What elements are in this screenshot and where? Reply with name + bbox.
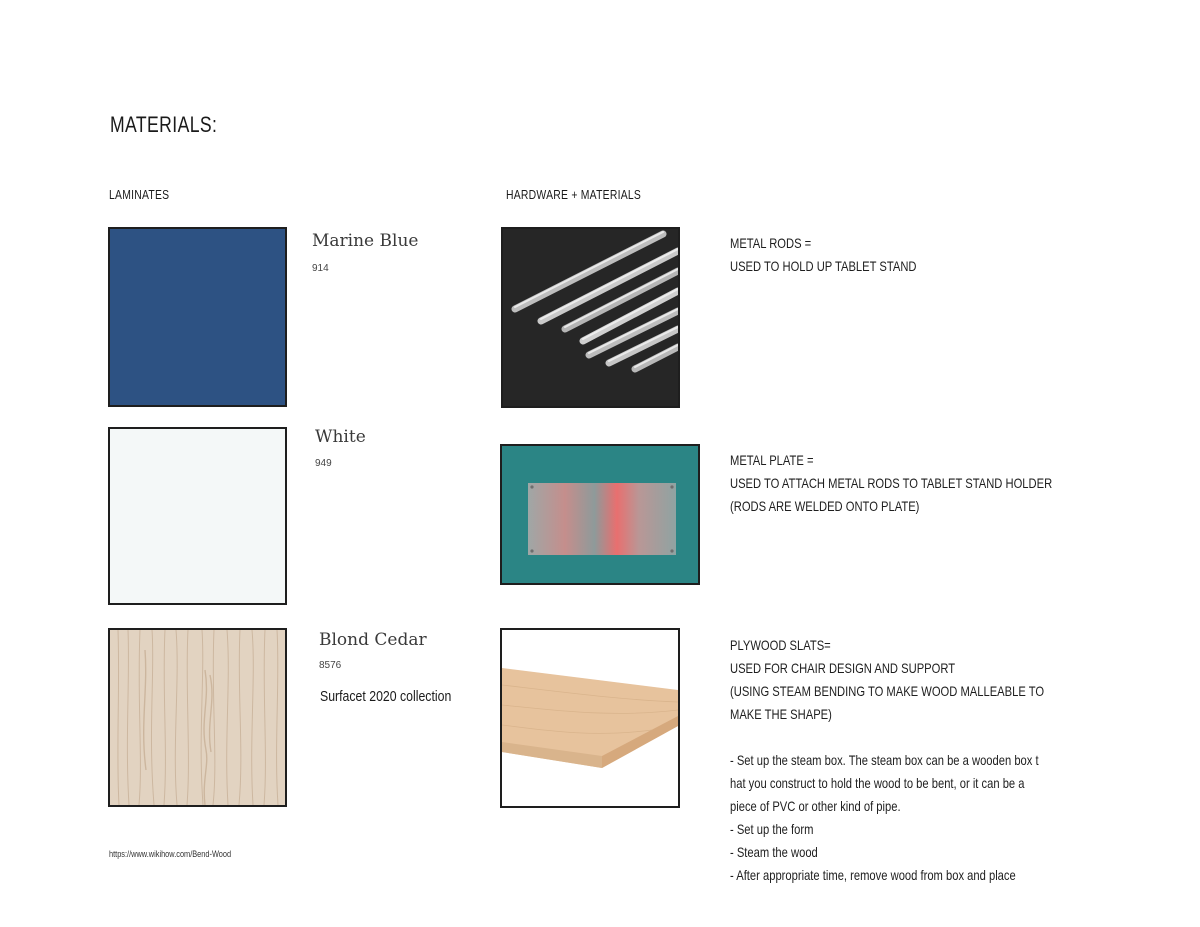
metal-plate-illustration: [502, 446, 698, 583]
laminate-code-marine-blue: 914: [312, 263, 329, 274]
hardware-heading: HARDWARE + MATERIALS: [506, 187, 642, 202]
metal-rods-line-1: METAL RODS =: [730, 235, 812, 251]
plywood-line-4: MAKE THE SHAPE): [730, 706, 832, 722]
metal-rods-image: [501, 227, 680, 408]
page-title: MATERIALS:: [110, 112, 218, 137]
marine-blue-swatch: [108, 227, 287, 407]
laminate-name-marine-blue: Marine Blue: [312, 231, 419, 251]
laminate-code-blond-cedar: 8576: [319, 660, 342, 671]
plywood-step-1b: hat you construct to hold the wood to be bent, or it can be a: [730, 775, 1025, 791]
wood-grain-texture: [110, 630, 285, 805]
plywood-line-2: USED FOR CHAIR DESIGN AND SUPPORT: [730, 660, 956, 676]
plywood-slats-description: [730, 634, 1123, 887]
plywood-slat-image: [500, 628, 680, 808]
laminate-code-white: 949: [315, 458, 332, 469]
laminate-name-blond-cedar: Blond Cedar: [319, 630, 427, 650]
plywood-step-1a: - Set up the steam box. The steam box can be a wooden box t: [730, 752, 1039, 768]
metal-rods-line-2: USED TO HOLD UP TABLET STAND: [730, 258, 917, 274]
source-link[interactable]: https://www.wikihow.com/Bend-Wood: [109, 849, 232, 859]
metal-plate-line-1: METAL PLATE =: [730, 452, 814, 468]
laminate-collection-note: Surfacet 2020 collection: [320, 688, 452, 705]
metal-rods-description: [730, 232, 963, 278]
plywood-line-3: (USING STEAM BENDING TO MAKE WOOD MALLEABLE TO: [730, 683, 1045, 699]
plywood-step-1c: piece of PVC or other kind of pipe.: [730, 798, 901, 814]
plywood-step-2: - Set up the form: [730, 821, 814, 837]
metal-plate-line-3: (RODS ARE WELDED ONTO PLATE): [730, 498, 920, 514]
plywood-step-3: - Steam the wood: [730, 844, 818, 860]
laminates-heading: LAMINATES: [109, 187, 170, 202]
metal-plate-line-2: USED TO ATTACH METAL RODS TO TABLET STAND HOLDER: [730, 475, 1053, 491]
metal-plate-image: [500, 444, 700, 585]
plywood-line-1: PLYWOOD SLATS=: [730, 637, 831, 653]
blond-cedar-swatch: [108, 628, 287, 807]
plywood-slat-illustration: [502, 630, 678, 806]
metal-rods-illustration: [503, 229, 678, 406]
laminate-name-white: White: [315, 427, 366, 447]
metal-plate-description: [730, 449, 1133, 518]
plywood-line-5: [730, 726, 1123, 749]
plywood-step-4: - After appropriate time, remove wood from box and place: [730, 867, 1016, 883]
white-swatch: [108, 427, 287, 605]
